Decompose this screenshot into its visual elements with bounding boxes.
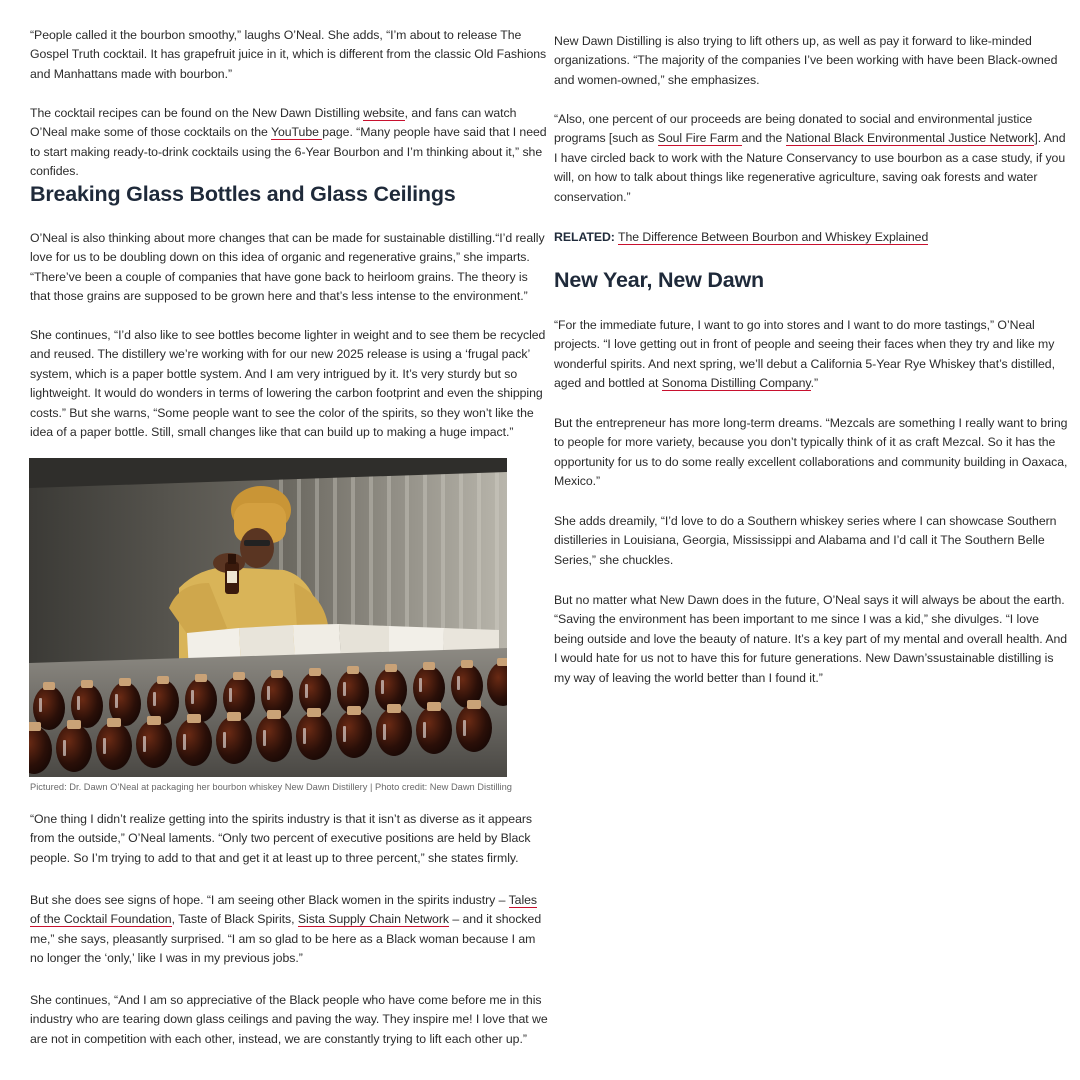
paragraph (30, 104, 548, 182)
paragraph-text (554, 316, 1068, 394)
text-run: .” (810, 376, 819, 391)
paragraph (30, 26, 548, 84)
tales-of-the-cocktail-link[interactable]: Tales of the Cocktail Foundation (30, 893, 538, 927)
paragraph-text: But no matter what New Dawn does in the future, O’Neal says it will always be about the earth. “Saving the environment has been important to me since I was a kid,” she divulges. “I love being outside and love the beauty of nature. It’s a key part of my mental and overall health. And I would hate for us not to have this for future generations. New Dawn’ssustainable distilling is my way of leaving the world better than I found it.” (554, 593, 1068, 685)
paragraph-text (30, 104, 548, 182)
paragraph-text: But the entrepreneur has more long-term dreams. “Mezcals are something I really want to bring to people for more variety, because you don’t typically think of it as craft Mezcal. So it has the opportunity for us to do some really excellent collaborations and community building in Oaxaca, Mexico.” (554, 416, 1068, 489)
paragraph-text: She continues, “And I am so appreciative of the Black people who have come before me in this industry who are tearing down glass ceilings and paving the way. They inspire me! I love that we are not in competition with each other, instead, we are constantly trying to lift each other up.” (30, 993, 548, 1046)
paragraph (30, 229, 548, 307)
paragraph-text: She continues, “I’d also like to see bottles become lighter in weight and to see them be recycled and reused. The distillery we’re working with for our new 2025 release is using a ‘frugal pack’ system, which is a paper bottle system. And I am very intrigued by it. It’s very sturdy but so lightweight. It would do wonders in terms of lowering the carbon footprint and even the shipping costs.” But she warns, “Some people want to see the color of the spirits, so they won’t like the idea of a paper bottle. Still, small changes like that can build up to making a huge impact.” (30, 328, 546, 440)
related-line (554, 228, 1068, 247)
text-run: and the (741, 131, 786, 146)
text-run: page. “Many people have said that I need to start making ready-to-drink cocktails using the 6-Year Bourbon and I’m thinking about it,” she confides. (30, 125, 547, 179)
text-run: ]. And I have circled back to work with the Nature Conservancy to use bourbon as a case study, if you will, on how to talk about things like regenerative agriculture, saving oak forests and water conservation.” (554, 131, 1066, 204)
paragraph-text: She adds dreamily, “I’d love to do a Southern whiskey series where I can showcase Southern distilleries in Louisiana, Georgia, Mississippi and Alabama and I’d call it The Southern Belle Series,” she chuckles. (554, 514, 1057, 567)
paragraph (30, 991, 548, 1049)
text-run: “Also, one percent of our proceeds are being donated to social and environmental justice programs [such as (554, 112, 1033, 146)
paragraph (554, 316, 1068, 394)
photo-caption: Pictured: Dr. Dawn O’Neal at packaging her bourbon whiskey New Dawn Distillery | Photo credit: New Dawn Distilling (30, 782, 512, 792)
paragraph (30, 810, 548, 868)
heading-new-year: New Year, New Dawn (554, 268, 764, 292)
text-run: But she does see signs of hope. “I am seeing other Black women in the spirits industry – (30, 893, 509, 907)
text-run: “For the immediate future, I want to go into stores and I want to do more tastings,” O’Neal projects. “I love getting out in front of people and seeing their faces when they try and like my wonderful spirits. And next spring, we’ll debut a California 5-Year Rye Whiskey that’s distilled, aged and bottled at (554, 318, 1055, 391)
paragraph (554, 512, 1068, 570)
text-run: , and fans can watch O’Neal make some of those cocktails on the (30, 106, 517, 140)
related-article-link[interactable]: The Difference Between Bourbon and Whiskey Explained (618, 230, 929, 244)
text-run: The cocktail recipes can be found on the New Dawn Distilling (30, 106, 364, 120)
paragraph-text: “People called it the bourbon smoothy,” laughs O’Neal. She adds, “I’m about to release The Gospel Truth cocktail. It has grapefruit juice in it, which is different from the classic Old Fashions and Manhattans made with bourbon.” (30, 28, 547, 81)
paragraph (30, 891, 548, 969)
paragraph-text (554, 110, 1068, 207)
section-heading (30, 180, 548, 208)
distillery-illustration (29, 458, 507, 777)
paragraph (554, 591, 1068, 688)
sonoma-distilling-link[interactable]: Sonoma Distilling Company (661, 376, 811, 391)
paragraph (554, 32, 1068, 90)
website-link[interactable]: website (363, 106, 405, 120)
paragraph (554, 110, 1068, 207)
article-photo (29, 458, 507, 777)
paragraph (554, 414, 1068, 492)
paragraph (30, 326, 548, 442)
related-text (554, 228, 1068, 247)
paragraph-text: New Dawn Distilling is also trying to lift others up, as well as pay it forward to like-minded organizations. “The majority of the companies I’ve been working with have been Black-owned and women-owned,” she emphasizes. (554, 34, 1058, 87)
text-run: – and it shocked me,” she says, pleasantly surprised. “I am so glad to be here as a Black woman because I am no longer the ‘only,’ like I was in my previous jobs.” (30, 912, 542, 966)
paragraph-text: “One thing I didn’t realize getting into the spirits industry is that it isn’t as diverse as it appears from the outside,” O’Neal laments. “Only two percent of executive positions are held by Black people. So I’m trying to add to that and get it at least up to three percent,” she states firmly. (30, 812, 533, 865)
paragraph-text: O’Neal is also thinking about more changes that can be made for sustainable distilling.“I’d really love for us to be doubling down on this idea of organic and regenerative grains,” she imparts. “There’ve been a couple of companies that have gone back to heirloom grains. The theory is that those grains are supposed to be grown here and that’s less intense to the environment.” (30, 231, 545, 304)
related-label: RELATED: (554, 230, 615, 244)
soul-fire-farm-link[interactable]: Soul Fire Farm (657, 131, 742, 146)
nbejn-link[interactable]: National Black Environmental Justice Network (785, 131, 1035, 146)
youtube-link[interactable]: YouTube (270, 125, 323, 140)
paragraph-text (30, 891, 548, 969)
text-run: , Taste of Black Spirits, (171, 912, 298, 927)
sista-supply-chain-link[interactable]: Sista Supply Chain Network (297, 912, 449, 927)
heading-breaking-glass: Breaking Glass Bottles and Glass Ceilings (30, 182, 456, 206)
section-heading (554, 266, 1068, 294)
